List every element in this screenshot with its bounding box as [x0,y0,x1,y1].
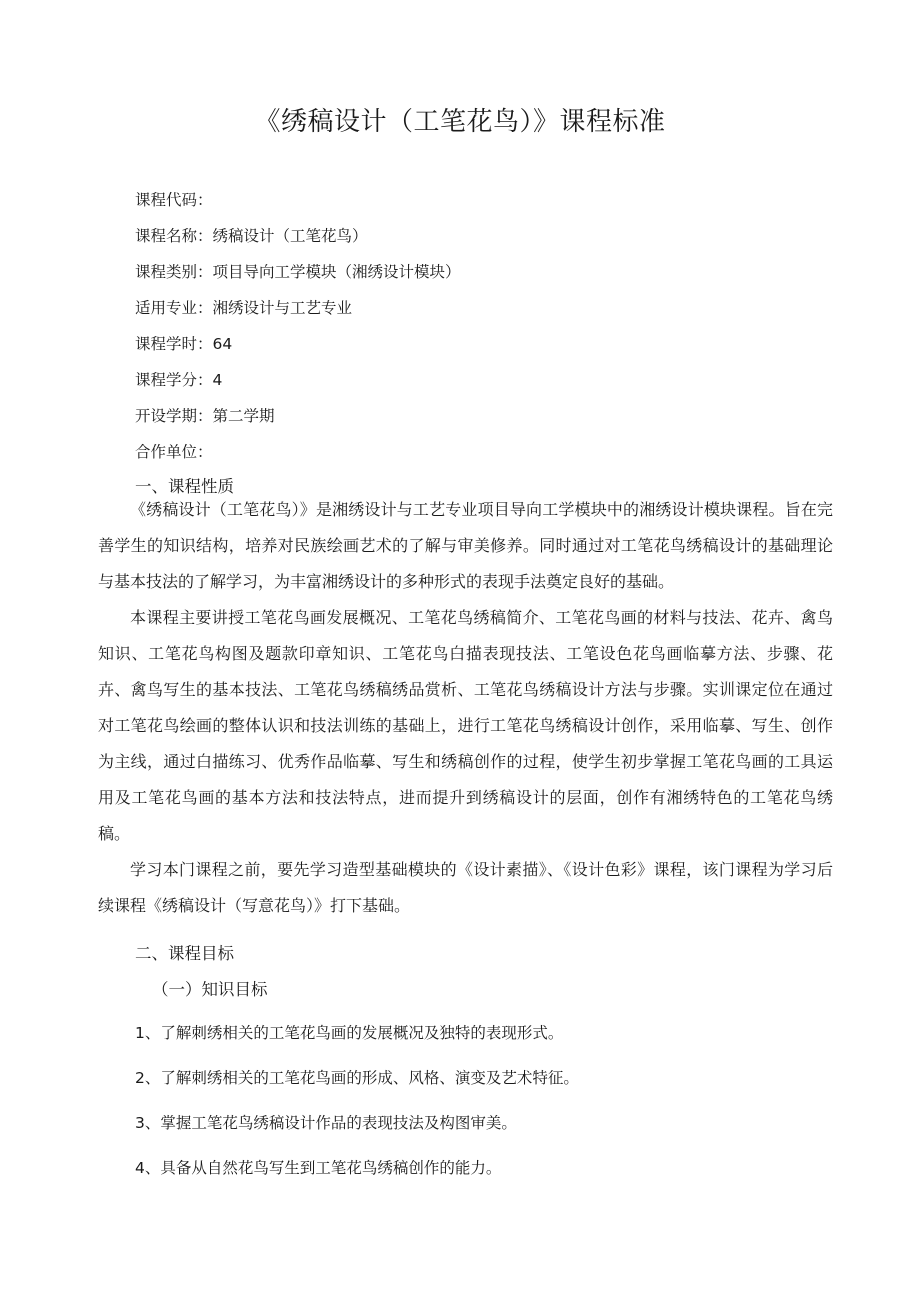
paragraph-course-content: 本课程主要讲授工笔花鸟画发展概况、工笔花鸟绣稿简介、工笔花鸟画的材料与技法、花卉、禽鸟知识、工笔花鸟构图及题款印章知识、工笔花鸟白描表现技法、工笔设色花鸟画临摹方法、步骤、花卉、禽鸟写生的基本技法、工笔花鸟绣稿绣品赏析、工笔花鸟绣稿设计方法与步骤。实训课定位在通过对工笔花鸟绘画的整体认识和技法训练的基础上，进行工笔花鸟绣稿设计创作，采用临摹、写生、创作为主线，通过白描练习、优秀作品临摹、写生和绣稿创作的过程，使学生初步掌握工笔花鸟画的工具运用及工笔花鸟画的基本方法和技法特点，进而提升到绣稿设计的层面，创作有湘绣特色的工笔花鸟绣稿。 [98,608,833,843]
section-heading-course-nature: 一、课程性质 [135,477,234,496]
knowledge-goal-item: 4、具备从自然花鸟写生到工笔花鸟绣稿创作的能力。 [135,1159,502,1177]
applicable-major-line: 适用专业：湘绣设计与工艺专业 [135,299,353,317]
knowledge-goals-list [135,1011,835,1191]
course-credits-line: 课程学分：4 [135,371,223,389]
partner-unit-line: 合作单位： [135,443,213,461]
course-code-line: 课程代码： [135,191,213,209]
knowledge-goal-item: 3、掌握工笔花鸟绣稿设计作品的表现技法及构图审美。 [135,1114,517,1132]
knowledge-goal-item: 1、了解刺绣相关的工笔花鸟画的发展概况及独特的表现形式。 [135,1024,564,1042]
section-heading-course-goals: 二、课程目标 [135,944,234,963]
course-hours-line: 课程学时：64 [135,335,233,353]
paragraph-course-nature: 《绣稿设计（工笔花鸟）》是湘绣设计与工艺专业项目导向工学模块中的湘绣设计模块课程。旨在完善学生的知识结构，培养对民族绘画艺术的了解与审美修养。同时通过对工笔花鸟绣稿设计的基础理论与基本技法的了解学习，为丰富湘绣设计的多种形式的表现手法奠定良好的基础。 [98,500,833,591]
document-title: 《绣稿设计（工笔花鸟）》课程标准 [254,107,666,137]
knowledge-goal-item: 2、了解刺绣相关的工笔花鸟画的形成、风格、演变及艺术特征。 [135,1069,579,1087]
course-name-line: 课程名称：绣稿设计（工笔花鸟） [135,227,368,245]
subheading-knowledge-goals: （一）知识目标 [152,980,268,999]
semester-line: 开设学期：第二学期 [135,407,275,425]
course-info-list [135,182,815,470]
course-category-line: 课程类别：项目导向工学模块（湘绣设计模块） [135,263,461,281]
paragraph-prerequisites: 学习本门课程之前，要先学习造型基础模块的《设计素描》、《设计色彩》课程，该门课程为学习后续课程《绣稿设计（写意花鸟）》打下基础。 [98,860,833,915]
